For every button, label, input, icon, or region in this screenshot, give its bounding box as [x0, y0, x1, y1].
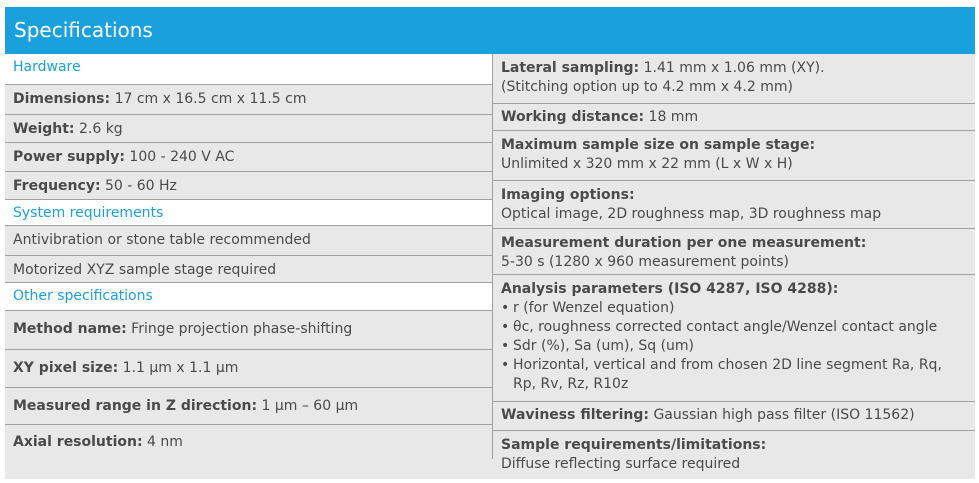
spec-lateral-sampling	[493, 54, 975, 104]
spec-label: Imaging options:	[501, 187, 635, 203]
spec-sample-requirements	[493, 431, 975, 479]
list-item: • Sdr (%), Sa (um), Sq (um)	[501, 337, 967, 356]
spec-antivibration: Antivibration or stone table recommended	[5, 226, 492, 256]
spec-value: 17 cm x 16.5 cm x 11.5 cm	[114, 91, 307, 107]
spec-frequency	[5, 172, 492, 200]
spec-label: Lateral sampling:	[501, 60, 640, 76]
table-title: Specifications	[5, 7, 975, 54]
spec-weight	[5, 115, 492, 143]
list-item: • r (for Wenzel equation)	[501, 299, 967, 318]
spec-value: 100 - 240 V AC	[129, 149, 235, 165]
spec-analysis-parameters	[493, 275, 975, 402]
spec-value: Optical image, 2D roughness map, 3D roughness map	[501, 206, 882, 222]
list-item-continuation: Rp, Rv, Rz, R10z	[513, 376, 629, 392]
spec-value: 4 nm	[147, 434, 183, 450]
spec-axial-resolution	[5, 425, 492, 459]
spec-waviness-filtering	[493, 402, 975, 431]
spec-z-range	[5, 388, 492, 425]
spec-value: 1.41 mm x 1.06 mm (XY).	[643, 60, 825, 76]
spec-value: 2.6 kg	[78, 121, 123, 137]
spec-label: Working distance:	[501, 109, 645, 125]
spec-value: Fringe projection phase-shifting	[131, 321, 353, 337]
spec-label: XY pixel size:	[13, 360, 119, 376]
spec-label: Method name:	[13, 321, 127, 337]
spec-label: Power supply:	[13, 149, 125, 165]
section-hardware: Hardware	[5, 54, 492, 85]
section-other-specifications: Other specifications	[5, 283, 492, 311]
spec-max-sample-size	[493, 131, 975, 181]
spec-imaging-options	[493, 181, 975, 229]
spec-value: 5-30 s (1280 x 960 measurement points)	[501, 254, 789, 270]
analysis-parameter-list	[501, 299, 967, 394]
left-column	[5, 54, 493, 459]
spec-value: 50 - 60 Hz	[105, 178, 177, 194]
list-item: • Horizontal, vertical and from chosen 2D line segment Ra, Rq,	[501, 356, 967, 375]
spec-value: 18 mm	[648, 109, 699, 125]
spec-value: 1.1 μm x 1.1 μm	[122, 360, 239, 376]
spec-value: Gaussian high pass filter (ISO 11562)	[653, 407, 915, 423]
spec-value: Unlimited x 320 mm x 22 mm (L x W x H)	[501, 156, 793, 172]
spec-label: Maximum sample size on sample stage:	[501, 137, 816, 153]
spec-label: Weight:	[13, 121, 75, 137]
spec-label: Sample requirements/limitations:	[501, 437, 767, 453]
spec-power-supply	[5, 143, 492, 172]
section-system-requirements: System requirements	[5, 200, 492, 226]
spec-working-distance	[493, 104, 975, 131]
spec-measurement-duration	[493, 229, 975, 275]
spec-label: Waviness filtering:	[501, 407, 649, 423]
specifications-table	[5, 7, 975, 479]
spec-dimensions	[5, 85, 492, 115]
spec-label: Dimensions:	[13, 91, 111, 107]
spec-value-line2: (Stitching option up to 4.2 mm x 4.2 mm)	[501, 79, 793, 95]
spec-sample-stage: Motorized XYZ sample stage required	[5, 256, 492, 283]
spec-xy-pixel-size	[5, 350, 492, 388]
spec-label: Measured range in Z direction:	[13, 398, 258, 414]
spec-method-name	[5, 311, 492, 350]
spec-value: 1 μm – 60 μm	[261, 398, 359, 414]
spec-value: Diffuse reflecting surface required	[501, 456, 741, 472]
list-item: • θc, roughness corrected contact angle/Wenzel contact angle	[501, 318, 967, 337]
spec-label: Measurement duration per one measurement:	[501, 235, 867, 251]
right-column	[493, 54, 975, 479]
spec-label: Frequency:	[13, 178, 101, 194]
spec-label: Analysis parameters (ISO 4287, ISO 4288):	[501, 281, 839, 297]
spec-label: Axial resolution:	[13, 434, 143, 450]
